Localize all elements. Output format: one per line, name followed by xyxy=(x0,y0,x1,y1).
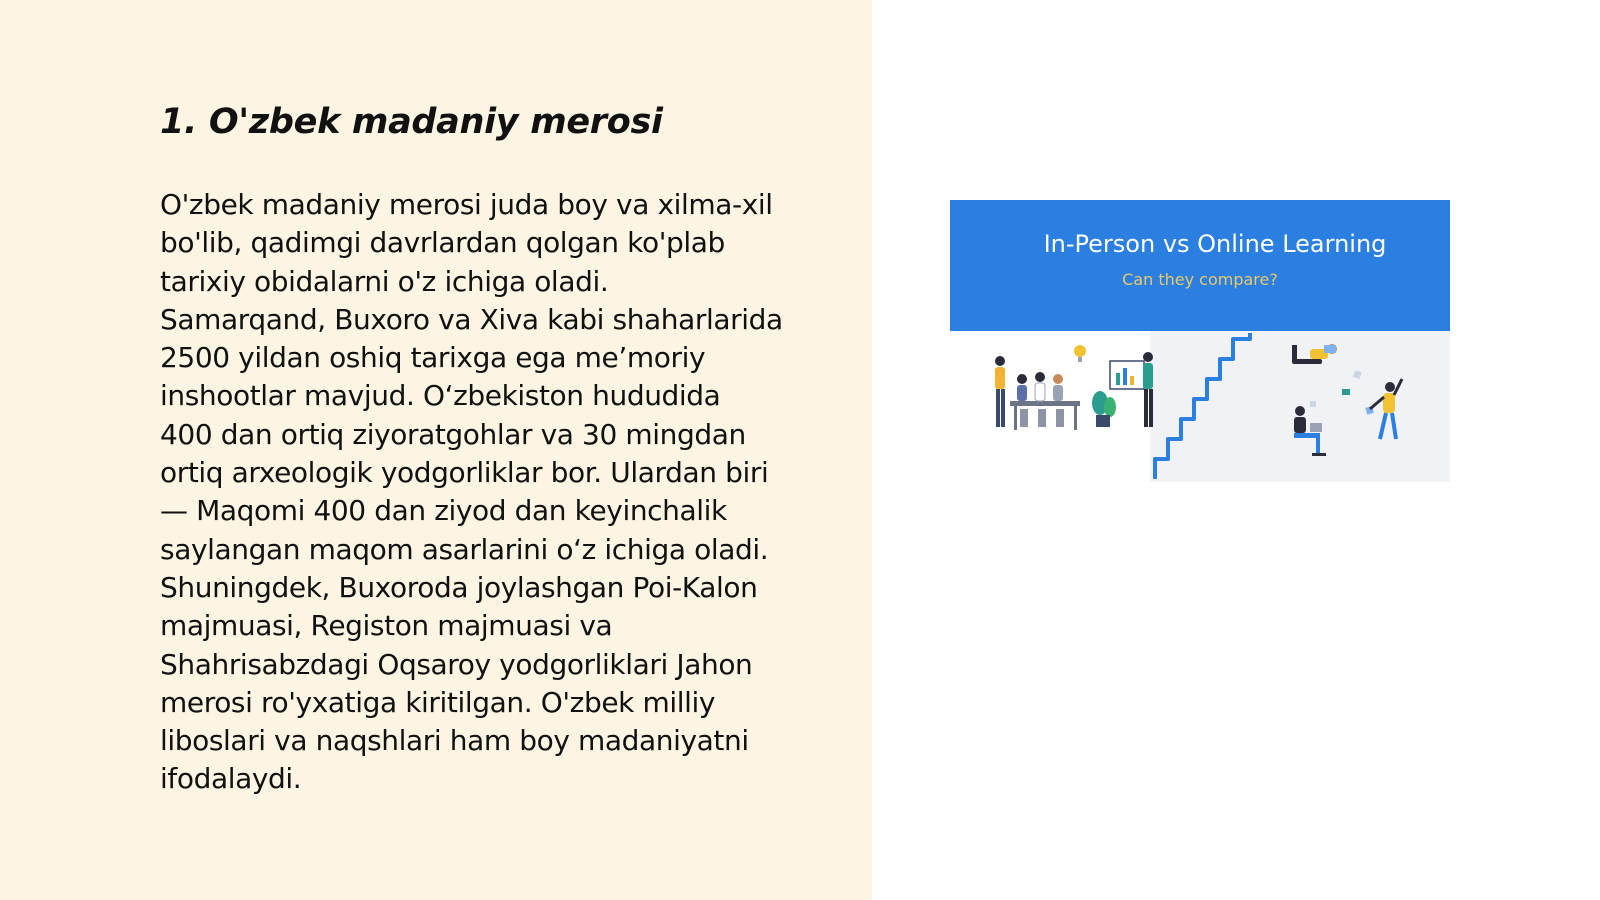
body-line: Shahrisabzdagi Oqsaroy yodgorliklari Jahon xyxy=(160,647,753,681)
classroom-group-icon xyxy=(995,345,1153,430)
body-line: majmuasi, Registon majmuasi va xyxy=(160,609,613,643)
body-line: O'zbek madaniy merosi juda boy va xilma-xil xyxy=(160,188,773,221)
body-line: ifodalaydi. xyxy=(160,762,302,796)
body-line: saylangan maqom asarlarini o‘z ichiga oladi. xyxy=(160,532,769,566)
figure-heading: In-Person vs Online Learning xyxy=(1043,230,1387,258)
body-line: Samarqand, Buxoro va Xiva kabi shaharlarida xyxy=(160,302,783,336)
body-line: liboslari va naqshlari ham boy madaniyatni xyxy=(160,724,749,758)
body-line: 400 dan ortiq ziyoratgohlar va 30 mingdan xyxy=(160,417,746,451)
figure-subheading: Can they compare? xyxy=(1122,270,1278,289)
figure-banner xyxy=(950,200,1450,331)
body-line: ortiq arxeologik yodgorliklar bor. Ulardan biri xyxy=(160,456,769,490)
body-line: tarixiy obidalarni o'z ichiga oladi. xyxy=(160,264,609,298)
learning-illustration xyxy=(950,200,1450,482)
body-line: Shuningdek, Buxoroda joylashgan Poi-Kalon xyxy=(160,570,758,604)
body-line: merosi ro'yxatiga kiritilgan. O'zbek milliy xyxy=(160,685,716,719)
body-line: 2500 yildan oshiq tarixga ega me’moriy xyxy=(160,341,706,375)
body-text xyxy=(160,186,850,799)
body-line: inshootlar mavjud. O‘zbekiston hududida xyxy=(160,379,721,413)
slide-title: 1. O'zbek madaniy merosi xyxy=(160,102,663,142)
body-line: bo'lib, qadimgi davrlardan qolgan ko'plab xyxy=(160,226,725,260)
body-line: — Maqomi 400 dan ziyod dan keyinchalik xyxy=(160,494,727,528)
figure-art xyxy=(950,331,1450,482)
